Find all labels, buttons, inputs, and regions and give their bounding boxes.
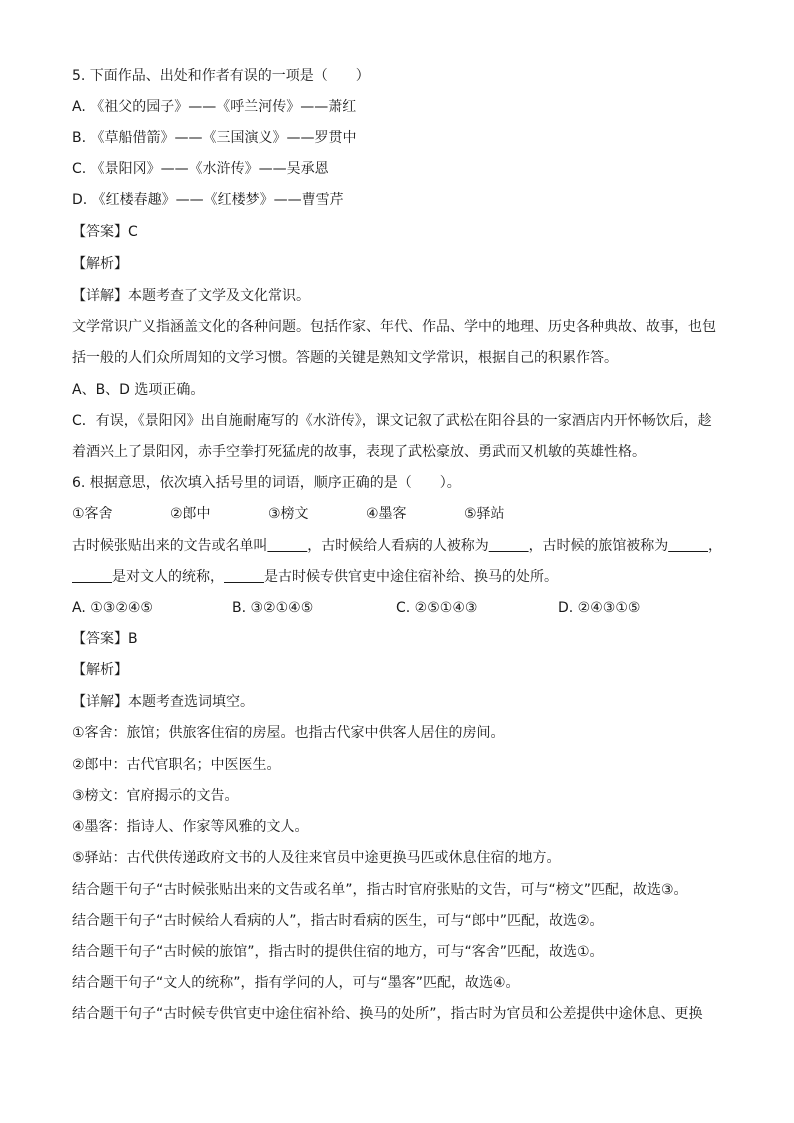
q6-word-5: ⑤驿站 <box>464 506 505 522</box>
q6-word-list <box>72 504 505 524</box>
q5-para1-line1: 文学常识广义指涵盖文化的各种问题。包括作家、年代、作品、学中的地理、历史各种典故、故事，也包 <box>72 319 716 335</box>
q6-option-c: C. ②⑤①④③ <box>396 600 478 616</box>
q6-blank-5 <box>224 568 264 583</box>
q5-option-b: B. 《草船借箭》——《三国演义》——罗贯中 <box>72 130 357 146</box>
q5-para3-line2: 着酒兴上了景阳冈，赤手空拳打死猛虎的故事，表现了武松豪放、勇武而又机敏的英雄性格。 <box>72 444 646 460</box>
q6-word-2: ②郎中 <box>170 506 211 522</box>
q6-def-3: ③榜文：官府揭示的文告。 <box>72 788 239 804</box>
q6-def-1: ①客舍：旅馆；供旅客住宿的房屋。也指古代家中供客人居住的房间。 <box>72 725 505 741</box>
q6-def-4: ④墨客：指诗人、作家等风雅的文人。 <box>72 819 309 835</box>
q6-sentence-part2: ，古时候给人看病的人被称为 <box>307 538 489 554</box>
q6-answer: 【答案】B <box>72 631 138 647</box>
q5-option-c: C. 《景阳冈》——《水浒传》——吴承恩 <box>72 161 329 177</box>
q5-option-d: D. 《红楼春趣》——《红楼梦》——曹雪芹 <box>72 192 344 208</box>
q6-sentence-part5: 是对文人的统称， <box>112 569 224 585</box>
q6-options <box>72 598 640 618</box>
q5-para1-line2: 括一般的人们众所周知的文学习惯。答题的关键是熟知文学常识，根据自己的积累作答。 <box>72 350 618 366</box>
q6-word-3: ③榜文 <box>268 506 309 522</box>
q6-match-2: 结合题干句子“古时候给人看病的人”，指古时看病的医生，可与“郎中”匹配，故选②。 <box>72 913 604 929</box>
q6-match-1: 结合题干句子“古时候张贴出来的文告或名单”，指古时官府张贴的文告，可与“榜文”匹配，故选③。 <box>72 882 688 898</box>
q6-sentence-line2 <box>72 567 558 587</box>
q6-option-d: D. ②④③①⑤ <box>558 600 641 616</box>
q6-word-1: ①客舍 <box>72 506 113 522</box>
q6-match-3: 结合题干句子“古时候的旅馆”，指古时的提供住宿的地方，可与“客舍”匹配，故选①。 <box>72 944 604 960</box>
q6-word-4: ④墨客 <box>366 506 407 522</box>
q5-detail: 【详解】本题考查了文学及文化常识。 <box>72 288 310 304</box>
q6-blank-2 <box>489 537 529 552</box>
q6-match-4: 结合题干句子“文人的统称”，指有学问的人，可与“墨客”匹配，故选④。 <box>72 975 520 991</box>
q5-option-a: A. 《祖父的园子》——《呼兰河传》——萧红 <box>72 99 357 115</box>
q5-analysis-label: 【解析】 <box>72 256 128 272</box>
q6-analysis-label: 【解析】 <box>72 662 128 678</box>
q6-option-a: A. ①③②④⑤ <box>72 600 153 616</box>
q6-sentence-part1: 古时候张贴出来的文告或名单叫 <box>72 538 268 554</box>
q6-blank-4 <box>72 568 112 583</box>
q6-def-5: ⑤驿站：古代供传递政府文书的人及往来官员中途更换马匹或休息住宿的地方。 <box>72 850 561 866</box>
q6-sentence-part3: ，古时候的旅馆被称为 <box>528 538 669 554</box>
q6-blank-1 <box>267 537 307 552</box>
q6-sentence-part6: 是古时候专供官吏中途住宿补给、换马的处所。 <box>264 569 558 585</box>
q6-stem: 6. 根据意思，依次填入括号里的词语，顺序正确的是（ ）。 <box>72 475 461 491</box>
q5-para3-line1: C．有误，《景阳冈》出自施耐庵写的《水浒传》，课文记叙了武松在阳谷县的一家酒店内开怀畅饮后，趁 <box>72 413 712 429</box>
q6-detail: 【详解】本题考查选词填空。 <box>72 694 254 710</box>
q5-para2: A、B、D 选项正确。 <box>72 382 205 398</box>
q5-answer: 【答案】C <box>72 224 138 240</box>
q6-sentence-part4: ， <box>708 538 722 554</box>
q5-stem: 5. 下面作品、出处和作者有误的一项是（ ） <box>72 68 370 84</box>
q6-sentence-line1 <box>72 536 722 556</box>
q6-match-5: 结合题干句子“古时候专供官吏中途住宿补给、换马的处所”，指古时为官员和公差提供中途休息、更换 <box>72 1006 703 1022</box>
q6-def-2: ②郎中：古代官职名；中医医生。 <box>72 757 281 773</box>
q6-blank-3 <box>668 537 708 552</box>
q6-option-b: B. ③②①④⑤ <box>232 600 314 616</box>
